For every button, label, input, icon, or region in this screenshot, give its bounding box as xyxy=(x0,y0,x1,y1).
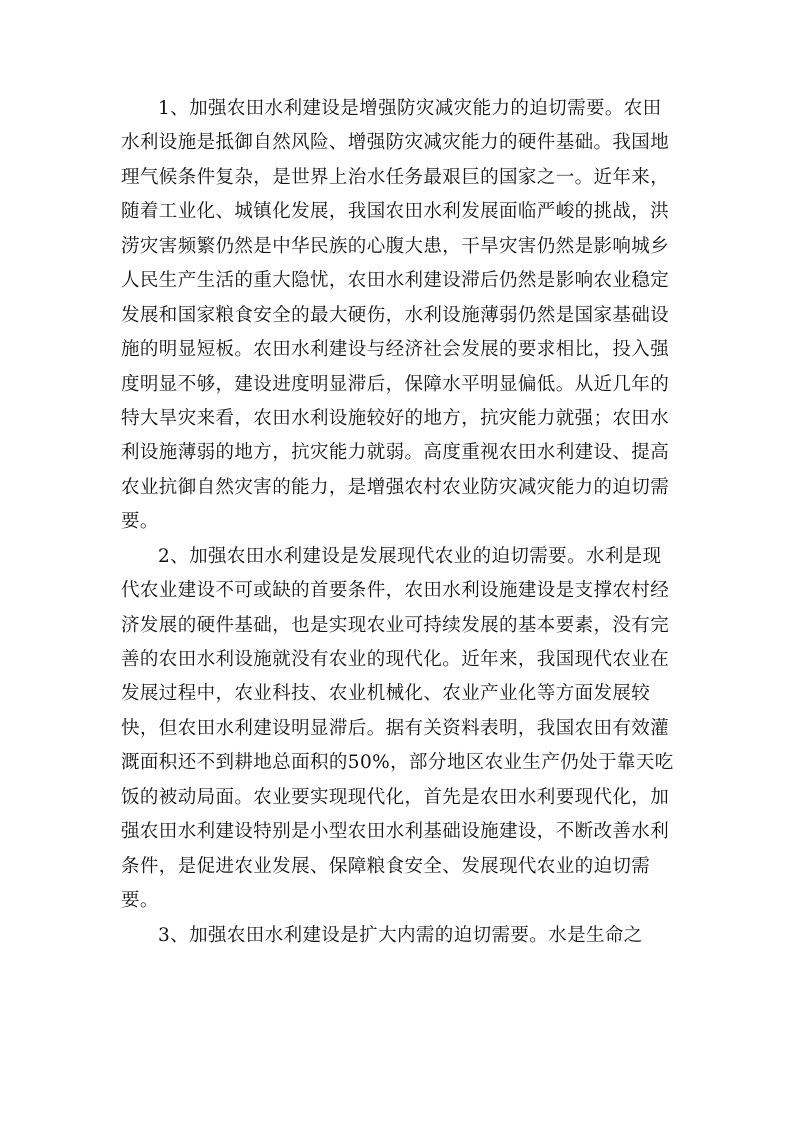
paragraph-line: 度明显不够，建设进度明显滞后，保障水平明显偏低。从近几年的 xyxy=(121,373,670,395)
paragraph-line: 代农业建设不可或缺的首要条件，农田水利设施建设是支撑农村经 xyxy=(121,580,670,602)
paragraph-line: 涝灾害频繁仍然是中华民族的心腹大患，干旱灾害仍然是影响城乡 xyxy=(121,235,670,257)
paragraph-line: 发展和国家粮食安全的最大硬伤，水利设施薄弱仍然是国家基础设 xyxy=(121,304,670,326)
paragraph-line: 水利设施是抵御自然风险、增强防灾减灾能力的硬件基础。我国地 xyxy=(121,132,670,154)
paragraph-line: 善的农田水利设施就没有农业的现代化。近年来，我国现代农业在 xyxy=(121,649,670,670)
paragraph-line: 要。 xyxy=(121,890,159,912)
paragraph-line: 要。 xyxy=(121,511,159,533)
paragraph-line: 发展过程中，农业科技、农业机械化、农业产业化等方面发展较 xyxy=(121,683,651,705)
paragraph-line: 饭的被动局面。农业要实现现代化，首先是农田水利要现代化，加 xyxy=(121,786,670,808)
document-body xyxy=(121,92,681,953)
paragraph-3 xyxy=(121,919,681,953)
paragraph-line: 3、加强农田水利建设是扩大内需的迫切需要。水是生命之 xyxy=(158,924,643,946)
paragraph-line: 1、加强农田水利建设是增强防灾减灾能力的迫切需要。农田 xyxy=(158,98,662,119)
paragraph-line: 条件，是促进农业发展、保障粮食安全、发展现代农业的迫切需 xyxy=(121,855,651,877)
paragraph-line: 特大旱灾来看，农田水利设施较好的地方，抗灾能力就强；农田水 xyxy=(121,407,670,429)
paragraph-2 xyxy=(121,540,681,919)
paragraph-line: 施的明显短板。农田水利建设与经济社会发展的要求相比，投入强 xyxy=(121,339,670,361)
paragraph-1 xyxy=(121,92,681,540)
paragraph-line: 济发展的硬件基础，也是实现农业可持续发展的基本要素，没有完 xyxy=(121,614,670,636)
paragraph-line: 理气候条件复杂，是世界上治水任务最艰巨的国家之一。近年来， xyxy=(121,166,670,188)
paragraph-line: 强农田水利建设特别是小型农田水利基础设施建设，不断改善水利 xyxy=(121,821,670,843)
paragraph-line: 快，但农田水利建设明显滞后。据有关资料表明，我国农田有效灌 xyxy=(121,717,670,739)
paragraph-line: 农业抗御自然灾害的能力，是增强农村农业防灾减灾能力的迫切需 xyxy=(121,476,670,498)
paragraph-line: 人民生产生活的重大隐忧，农田水利建设滞后仍然是影响农业稳定 xyxy=(121,270,670,292)
paragraph-line: 溉面积还不到耕地总面积的50%，部分地区农业生产仍处于靠天吃 xyxy=(121,752,674,774)
paragraph-line: 2、加强农田水利建设是发展现代农业的迫切需要。水利是现 xyxy=(158,545,662,567)
paragraph-line: 利设施薄弱的地方，抗灾能力就弱。高度重视农田水利建设、提高 xyxy=(121,442,670,464)
paragraph-line: 随着工业化、城镇化发展，我国农田水利发展面临严峻的挑战，洪 xyxy=(121,201,670,223)
